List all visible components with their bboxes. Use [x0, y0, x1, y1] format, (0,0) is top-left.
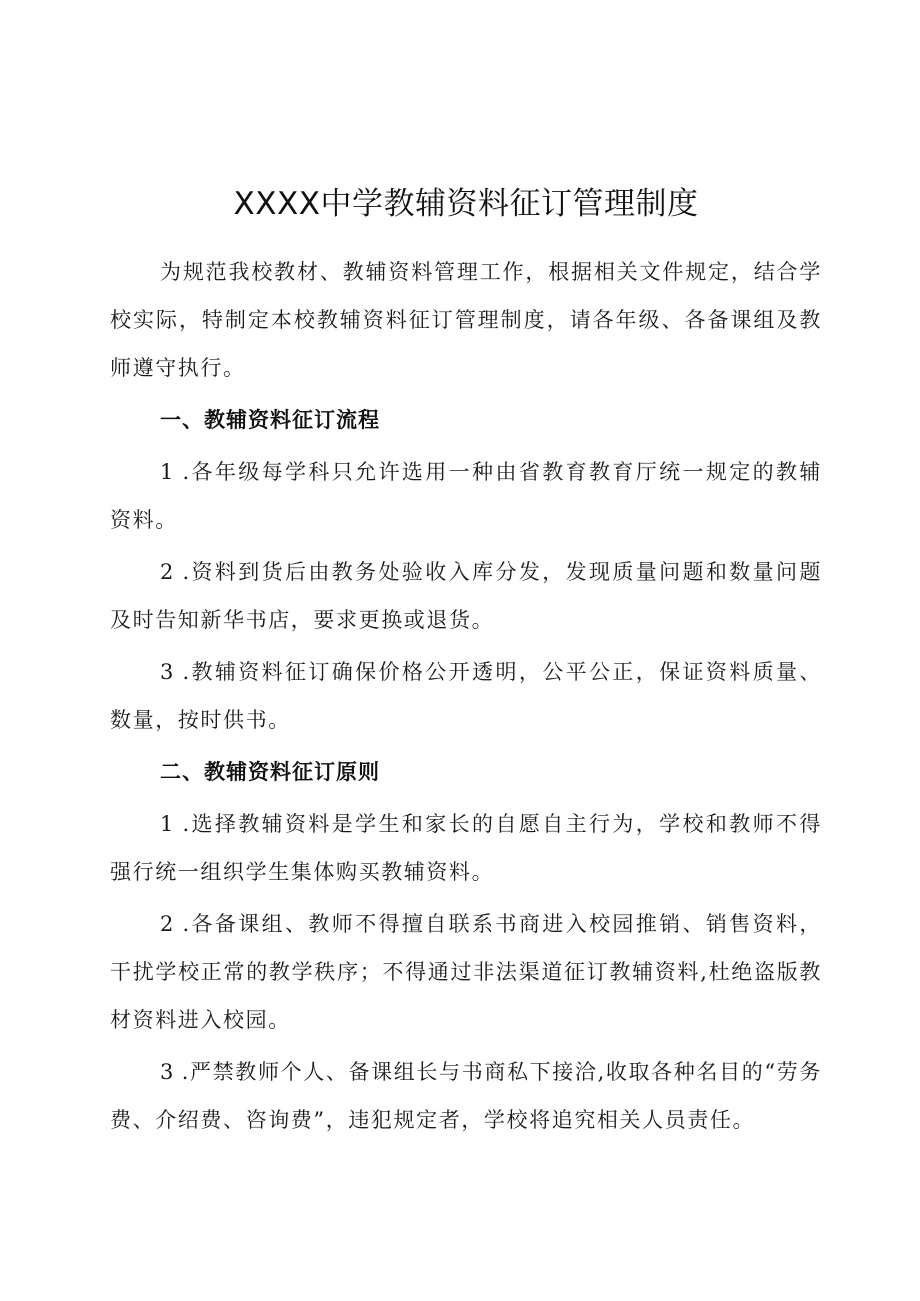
document-page	[110, 178, 822, 1144]
item-text: .各年级每学科只允许选用一种由省教育教育厅统一规定的教辅资料。	[110, 460, 822, 532]
item-number: 3	[160, 1060, 174, 1084]
process-item-2	[110, 548, 822, 644]
principle-item-3	[110, 1048, 822, 1144]
process-item-1	[110, 448, 822, 544]
principle-item-2	[110, 900, 822, 1044]
section-heading-process: 一、教辅资料征订流程	[160, 408, 380, 432]
item-text: .严禁教师个人、备课组长与书商私下接洽,收取各种名目的“劳务费、介绍费、咨询费”，违犯规定者，学校将追究相关人员责任。	[110, 1060, 822, 1132]
item-number: 3	[160, 660, 174, 684]
process-item-3	[110, 648, 822, 744]
intro-paragraph: 为规范我校教材、教辅资料管理工作，根据相关文件规定，结合学校实际，特制定本校教辅资料征订管理制度，请各年级、各备课组及教师遵守执行。	[110, 260, 822, 380]
item-text: .各备课组、教师不得擅自联系书商进入校园推销、销售资料，干扰学校正常的教学秩序；不得通过非法渠道征订教辅资料,杜绝盗版教材资料进入校园。	[110, 912, 822, 1032]
item-number: 1	[160, 460, 174, 484]
item-number: 2	[160, 560, 174, 584]
principle-item-1	[110, 800, 822, 896]
item-number: 2	[160, 912, 174, 936]
document-title: XXXX中学教辅资料征订管理制度	[233, 186, 699, 222]
item-text: .资料到货后由教务处验收入库分发，发现质量问题和数量问题及时告知新华书店，要求更换或退货。	[110, 560, 822, 632]
item-text: .教辅资料征订确保价格公开透明，公平公正，保证资料质量、数量，按时供书。	[110, 660, 822, 732]
item-text: .选择教辅资料是学生和家长的自愿自主行为，学校和教师不得强行统一组织学生集体购买教辅资料。	[110, 812, 822, 884]
section-heading-principles: 二、教辅资料征订原则	[160, 760, 380, 784]
item-number: 1	[160, 812, 174, 836]
